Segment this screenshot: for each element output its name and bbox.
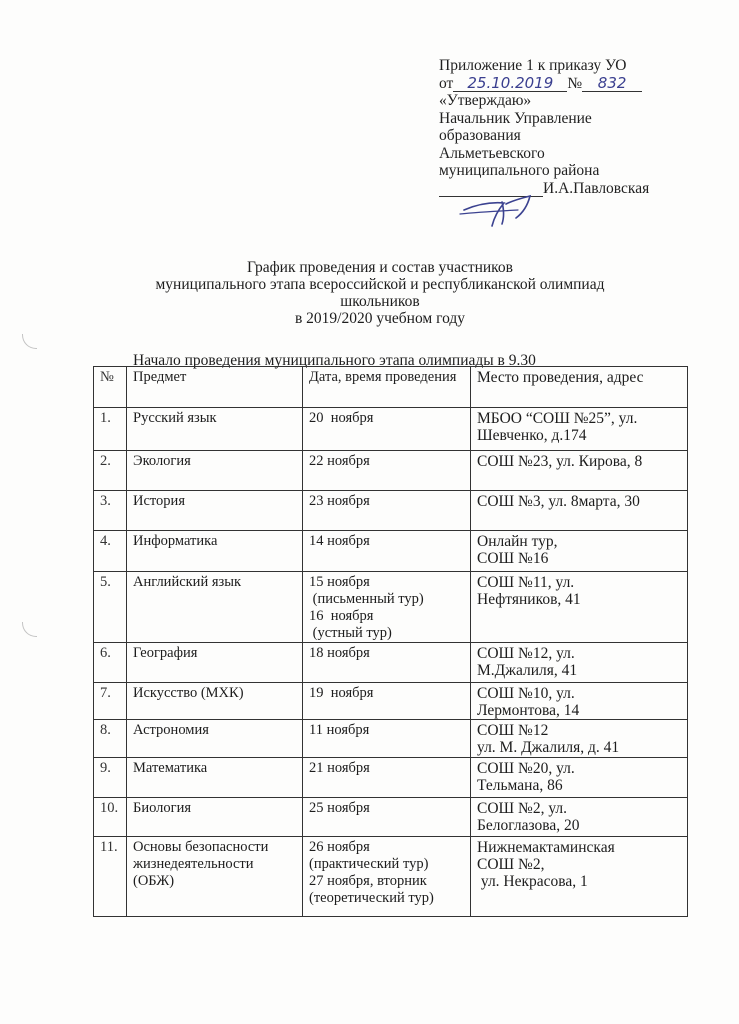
title-line-3: школьников: [340, 293, 420, 310]
signer-name: И.А.Павловская: [543, 179, 650, 197]
order-date-line: [439, 75, 689, 93]
date-line: 14 ноября: [309, 533, 370, 549]
row-number: 10.: [94, 798, 127, 837]
row-place: [471, 491, 688, 531]
row-date: [303, 720, 471, 758]
table-row: [94, 758, 688, 798]
table-row: [94, 408, 688, 451]
row-number: 2.: [94, 451, 127, 491]
approve-label: «Утверждаю»: [439, 92, 532, 109]
row-number: 7.: [94, 683, 127, 720]
table-row: [94, 491, 688, 531]
date-line: 16 ноября: [309, 608, 374, 624]
row-subject: Русский язык: [127, 408, 303, 451]
date-line: (устный тур): [309, 625, 392, 641]
row-date: [303, 798, 471, 837]
date-line: 15 ноября: [309, 574, 370, 590]
row-date: [303, 837, 471, 917]
place-line: ул. Некрасова, 1: [477, 873, 588, 890]
row-date: [303, 408, 471, 451]
document-title: [100, 259, 660, 327]
order-date: 25.10.2019: [453, 76, 567, 92]
row-place: [471, 683, 688, 720]
order-number: 832: [582, 76, 642, 92]
signature-mark: [458, 190, 548, 230]
row-subject: Искусство (МХК): [127, 683, 303, 720]
place-line: ул. М. Джалиля, д. 41: [477, 739, 620, 756]
row-place: [471, 798, 688, 837]
schedule-table: [93, 366, 688, 917]
date-line: (теоретический тур): [309, 890, 434, 906]
place-line: СОШ №20, ул.: [477, 760, 575, 777]
row-date: [303, 491, 471, 531]
row-place: [471, 572, 688, 643]
table-body: [94, 408, 688, 917]
row-date: [303, 572, 471, 643]
header-date: Дата, время проведения: [303, 367, 471, 408]
row-number: 8.: [94, 720, 127, 758]
date-line: 27 ноября, вторник: [309, 873, 427, 889]
table-row: [94, 572, 688, 643]
place-line: МБОО “СОШ №25”, ул.: [477, 410, 638, 427]
row-subject: География: [127, 643, 303, 683]
row-place: [471, 720, 688, 758]
table-row: [94, 531, 688, 572]
table-row: [94, 683, 688, 720]
header-number: №: [94, 367, 127, 408]
row-place: [471, 408, 688, 451]
row-subject: История: [127, 491, 303, 531]
place-line: СОШ №10, ул.: [477, 685, 575, 702]
row-subject: Основы безопасности жизнедеятельности (ОБЖ): [127, 837, 303, 917]
punch-hole-mark: [22, 334, 37, 349]
row-date: [303, 451, 471, 491]
place-line: М.Джалиля, 41: [477, 662, 578, 679]
table-row: [94, 643, 688, 683]
place-line: СОШ №11, ул.: [477, 574, 575, 591]
place-line: Онлайн тур,: [477, 533, 558, 550]
position-line-4: муниципального района: [439, 162, 600, 179]
row-place: [471, 643, 688, 683]
row-date: [303, 643, 471, 683]
place-line: СОШ №2,: [477, 856, 545, 873]
table-header-row: [94, 367, 688, 408]
row-number: 3.: [94, 491, 127, 531]
title-line-1: График проведения и состав участников: [247, 259, 513, 276]
place-line: СОШ №12, ул.: [477, 645, 575, 662]
punch-hole-mark: [22, 622, 37, 637]
date-line: 19 ноября: [309, 685, 374, 701]
position-line-3: Альметьевского: [439, 144, 545, 162]
row-number: 9.: [94, 758, 127, 798]
date-line: 22 ноября: [309, 453, 370, 469]
date-line: 25 ноября: [309, 800, 370, 816]
table-row: [94, 837, 688, 917]
row-date: [303, 531, 471, 572]
date-line: 26 ноября: [309, 839, 370, 855]
date-line: 23 ноября: [309, 493, 370, 509]
row-number: 4.: [94, 531, 127, 572]
place-line: СОШ №16: [477, 550, 549, 567]
table-row: [94, 798, 688, 837]
date-line: 11 ноября: [309, 722, 370, 738]
start-time-note: Начало проведения муниципального этапа олимпиады в 9.30: [133, 352, 536, 369]
place-line: Белоглазова, 20: [477, 817, 580, 834]
title-line-4: в 2019/2020 учебном году: [294, 310, 466, 327]
header-subject: Предмет: [127, 367, 303, 408]
date-line: 18 ноября: [309, 645, 370, 661]
row-place: [471, 451, 688, 491]
row-number: 6.: [94, 643, 127, 683]
position-line-1: Начальник Управление: [439, 109, 592, 127]
table-row: [94, 451, 688, 491]
row-date: [303, 758, 471, 798]
from-prefix: от: [439, 74, 454, 92]
title-line-2: муниципального этапа всероссийской и республиканской олимпиад: [155, 276, 605, 293]
row-subject: Астрономия: [127, 720, 303, 758]
appendix-line: Приложение 1 к приказу УО: [439, 57, 627, 74]
place-line: Лермонтова, 14: [477, 702, 580, 719]
header-place: Место проведения, адрес: [471, 367, 688, 408]
row-number: 1.: [94, 408, 127, 451]
date-line: (письменный тур): [309, 591, 424, 607]
approval-block: [439, 57, 689, 197]
row-subject: Биология: [127, 798, 303, 837]
place-line: СОШ №2, ул.: [477, 800, 568, 817]
place-line: СОШ №23, ул. Кирова, 8: [477, 453, 643, 470]
position-line-2: образования: [439, 127, 521, 144]
date-line: 20 ноября: [309, 410, 374, 426]
place-line: Тельмана, 86: [477, 777, 563, 794]
place-line: Нижнемактаминская: [477, 839, 615, 856]
place-line: Нефтяников, 41: [477, 591, 581, 608]
row-place: [471, 531, 688, 572]
date-line: (практический тур): [309, 856, 429, 872]
row-subject: Информатика: [127, 531, 303, 572]
row-subject: Математика: [127, 758, 303, 798]
row-number: 11.: [94, 837, 127, 917]
place-line: Шевченко, д.174: [477, 427, 587, 444]
row-place: [471, 758, 688, 798]
place-line: СОШ №12: [477, 722, 549, 739]
row-date: [303, 683, 471, 720]
row-subject: Английский язык: [127, 572, 303, 643]
place-line: СОШ №3, ул. 8марта, 30: [477, 493, 640, 510]
row-place: [471, 837, 688, 917]
row-subject: Экология: [127, 451, 303, 491]
table-row: [94, 720, 688, 758]
date-line: 21 ноября: [309, 760, 370, 776]
number-sign: №: [567, 74, 583, 92]
row-number: 5.: [94, 572, 127, 643]
